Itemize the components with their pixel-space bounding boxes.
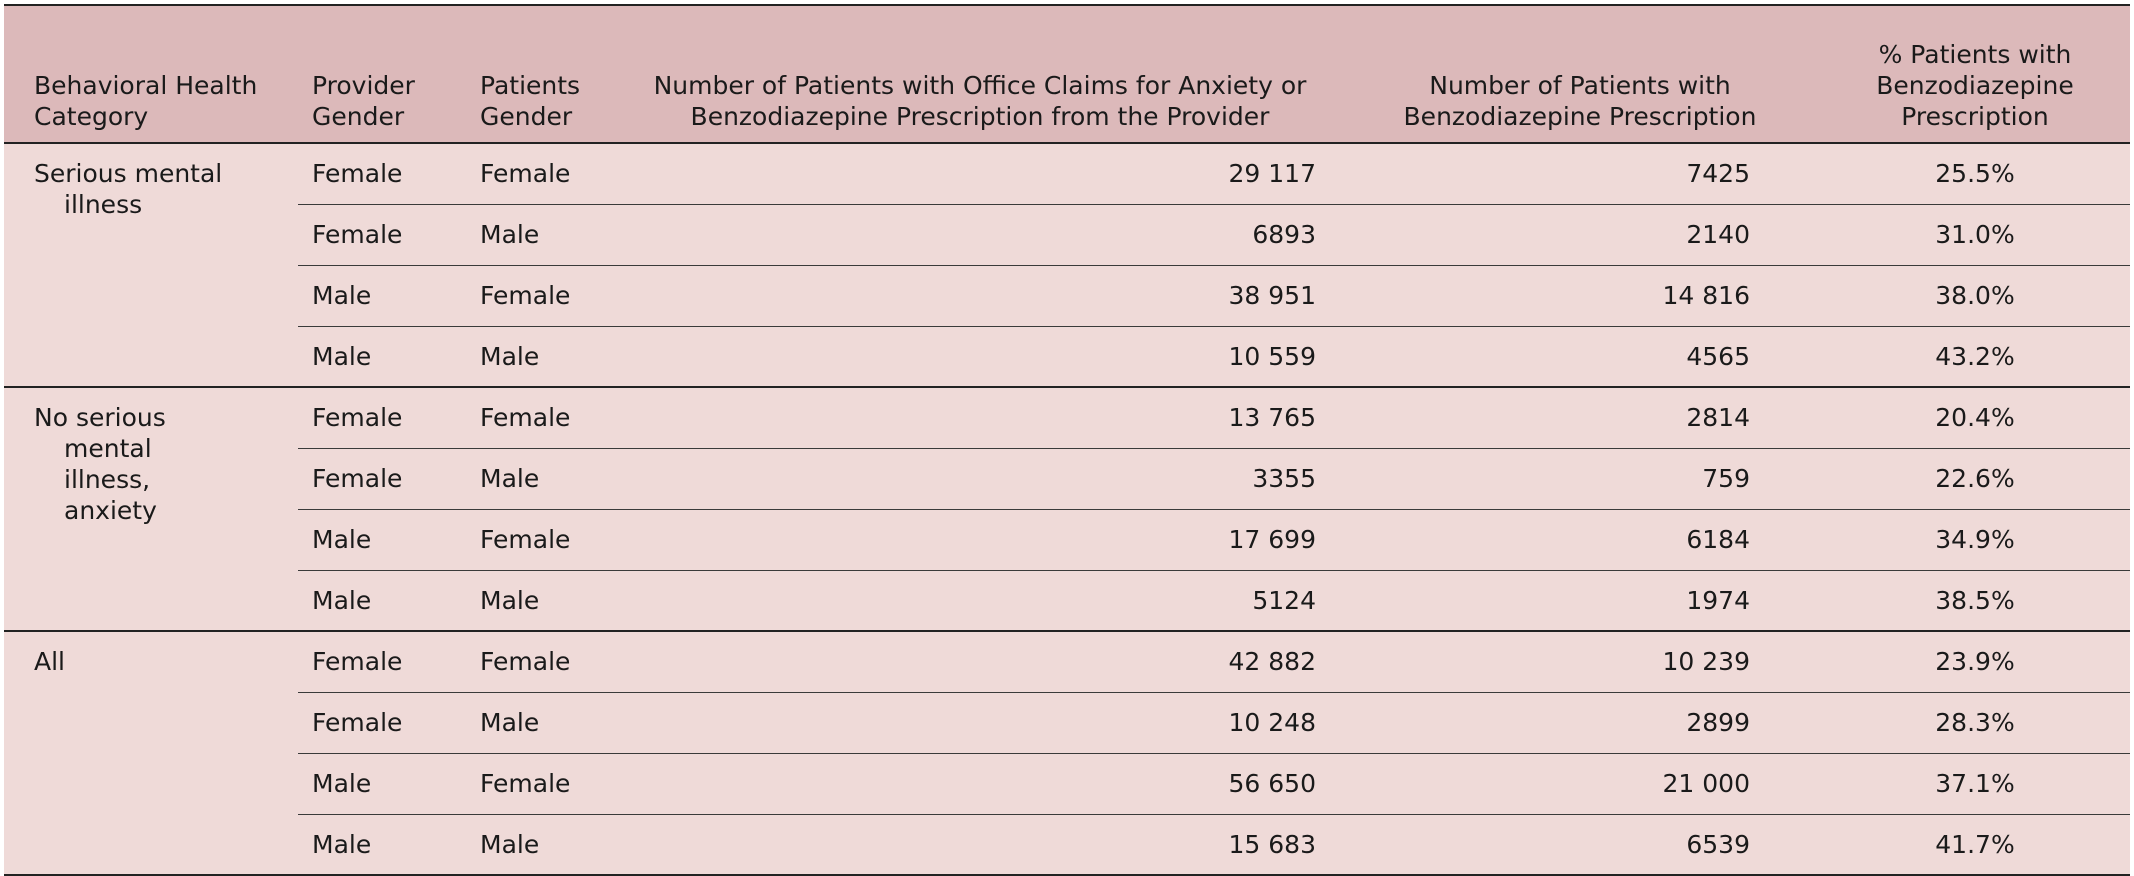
num-patients-cell: 56 650 (620, 753, 1340, 814)
table-row (4, 143, 2130, 204)
header-provider-gender: Provider Gender (298, 5, 466, 143)
num-benzo-cell: 6184 (1340, 509, 1820, 570)
provider-gender-cell: Female (298, 387, 466, 448)
category-label-line: anxiety (64, 496, 157, 525)
provider-gender-cell: Male (298, 509, 466, 570)
patient-gender-cell: Male (466, 570, 620, 631)
provider-gender-cell: Male (298, 753, 466, 814)
table-row (4, 692, 2130, 753)
header-num-patients: Number of Patients with Office Claims for Anxiety or Benzodiazepine Prescription from the Provider (620, 5, 1340, 143)
num-patients-cell: 15 683 (620, 814, 1340, 875)
pct-benzo-cell: 28.3% (1820, 692, 2130, 753)
num-benzo-cell: 6539 (1340, 814, 1820, 875)
table-row (4, 265, 2130, 326)
num-benzo-cell: 14 816 (1340, 265, 1820, 326)
table-row (4, 570, 2130, 631)
num-benzo-cell: 21 000 (1340, 753, 1820, 814)
benzodiazepine-table (4, 4, 2130, 876)
num-benzo-cell: 1974 (1340, 570, 1820, 631)
num-patients-cell: 13 765 (620, 387, 1340, 448)
table-header (4, 5, 2130, 143)
header-patients-gender: Patients Gender (466, 5, 620, 143)
header-pct-benzo: % Patients with Benzodiazepine Prescription (1820, 5, 2130, 143)
num-patients-cell: 3355 (620, 448, 1340, 509)
patient-gender-cell: Female (466, 753, 620, 814)
num-patients-cell: 10 248 (620, 692, 1340, 753)
patient-gender-cell: Female (466, 143, 620, 204)
num-benzo-cell: 10 239 (1340, 631, 1820, 692)
provider-gender-cell: Male (298, 265, 466, 326)
pct-benzo-cell: 22.6% (1820, 448, 2130, 509)
provider-gender-cell: Male (298, 326, 466, 387)
category-label-line: illness (64, 190, 143, 219)
table-row (4, 387, 2130, 448)
patient-gender-cell: Female (466, 631, 620, 692)
pct-benzo-cell: 43.2% (1820, 326, 2130, 387)
table-row (4, 448, 2130, 509)
category-cell (4, 143, 298, 387)
pct-benzo-cell: 38.5% (1820, 570, 2130, 631)
header-num-benzo: Number of Patients with Benzodiazepine Prescription (1340, 5, 1820, 143)
patient-gender-cell: Female (466, 387, 620, 448)
patient-gender-cell: Male (466, 448, 620, 509)
num-patients-cell: 38 951 (620, 265, 1340, 326)
table-row (4, 814, 2130, 875)
patient-gender-cell: Male (466, 814, 620, 875)
category-cell (4, 631, 298, 875)
header-category: Behavioral Health Category (4, 5, 298, 143)
pct-benzo-cell: 34.9% (1820, 509, 2130, 570)
patient-gender-cell: Female (466, 265, 620, 326)
num-patients-cell: 5124 (620, 570, 1340, 631)
num-benzo-cell: 4565 (1340, 326, 1820, 387)
table-row (4, 326, 2130, 387)
category-label-line: mental (64, 434, 152, 463)
num-benzo-cell: 7425 (1340, 143, 1820, 204)
pct-benzo-cell: 20.4% (1820, 387, 2130, 448)
category-label-line: No serious (34, 403, 166, 432)
num-patients-cell: 29 117 (620, 143, 1340, 204)
table-row (4, 204, 2130, 265)
pct-benzo-cell: 37.1% (1820, 753, 2130, 814)
category-label-line: Serious mental (34, 159, 223, 188)
num-patients-cell: 42 882 (620, 631, 1340, 692)
category-label-line: illness, (64, 465, 151, 494)
provider-gender-cell: Male (298, 814, 466, 875)
provider-gender-cell: Female (298, 692, 466, 753)
num-benzo-cell: 2814 (1340, 387, 1820, 448)
pct-benzo-cell: 31.0% (1820, 204, 2130, 265)
provider-gender-cell: Female (298, 631, 466, 692)
category-cell (4, 387, 298, 631)
table-body (4, 143, 2130, 875)
num-patients-cell: 17 699 (620, 509, 1340, 570)
header-row (4, 5, 2130, 143)
pct-benzo-cell: 41.7% (1820, 814, 2130, 875)
num-benzo-cell: 2899 (1340, 692, 1820, 753)
pct-benzo-cell: 23.9% (1820, 631, 2130, 692)
pct-benzo-cell: 25.5% (1820, 143, 2130, 204)
table-row (4, 753, 2130, 814)
data-table-container (4, 4, 2130, 876)
num-patients-cell: 10 559 (620, 326, 1340, 387)
provider-gender-cell: Female (298, 204, 466, 265)
num-benzo-cell: 759 (1340, 448, 1820, 509)
pct-benzo-cell: 38.0% (1820, 265, 2130, 326)
table-row (4, 631, 2130, 692)
category-label-line: All (34, 647, 65, 676)
patient-gender-cell: Male (466, 326, 620, 387)
provider-gender-cell: Female (298, 448, 466, 509)
patient-gender-cell: Male (466, 204, 620, 265)
num-benzo-cell: 2140 (1340, 204, 1820, 265)
table-row (4, 509, 2130, 570)
patient-gender-cell: Female (466, 509, 620, 570)
patient-gender-cell: Male (466, 692, 620, 753)
num-patients-cell: 6893 (620, 204, 1340, 265)
provider-gender-cell: Male (298, 570, 466, 631)
provider-gender-cell: Female (298, 143, 466, 204)
